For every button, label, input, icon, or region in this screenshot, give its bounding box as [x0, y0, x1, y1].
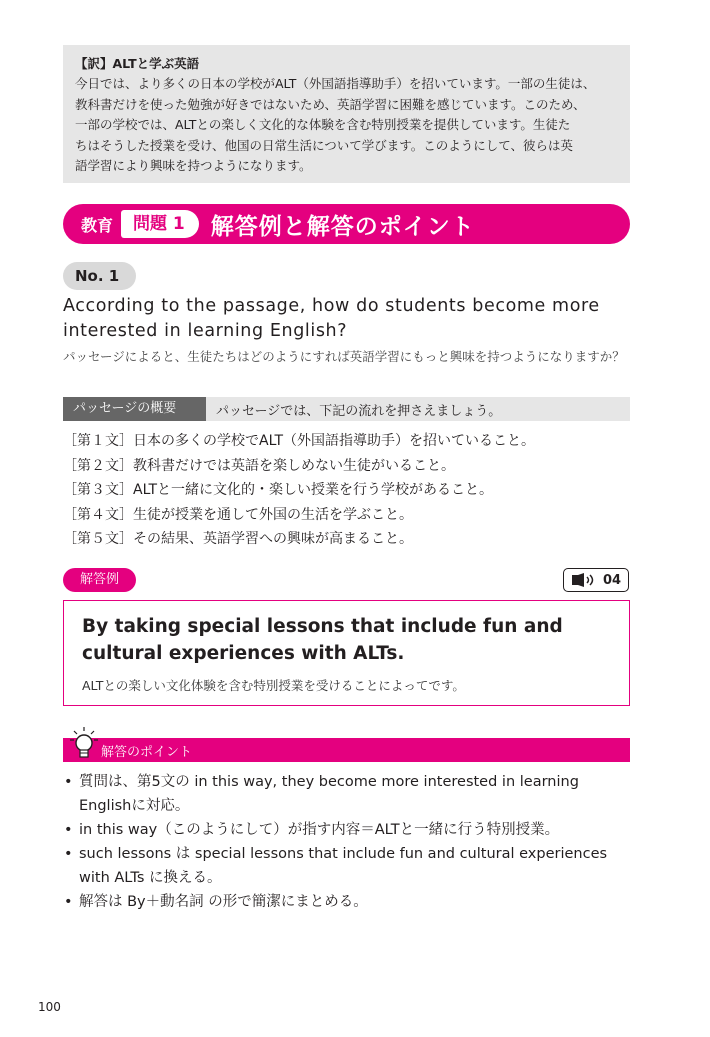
summary-label: パッセージの概要 [63, 397, 206, 421]
list-item: • such lessons は special lessons that include fun and cultural experiences with ALTs に換える。 [63, 842, 630, 890]
list-item: • 解答は By＋動名詞 の形で簡潔にまとめる。 [63, 890, 630, 914]
section-title: 解答例と解答のポイント [210, 213, 475, 240]
question-english: According to the passage, how do students become more interested in learning English? [63, 296, 600, 341]
answer-label: 解答例 [63, 568, 136, 592]
answer-english: By taking special lessons that include fun and cultural experiences with ALTs. [82, 616, 563, 664]
list-item: • in this way（このようにして）が指す内容＝ALTと一緒に行う特別授業。 [63, 818, 630, 842]
points-title: 解答のポイント [101, 744, 193, 760]
question-japanese: パッセージによると、生徒たちはどのようにすれば英語学習にもっと興味を持つようになりますか？ [63, 349, 625, 364]
answer-box [63, 600, 630, 706]
translation-line: 今日では、より多くの日本の学校がALT（外国語指導助手）を招いています。一部の生徒は、 [75, 76, 596, 91]
points-list [63, 770, 630, 914]
points-bar [63, 738, 630, 762]
translation-line: 一部の学校では、ALTとの楽しく文化的な体験を含む特別授業を提供しています。生徒た [75, 117, 571, 132]
translation-title: 【訳】ALTと学ぶ英語 [75, 56, 200, 71]
lightbulb-icon [68, 726, 100, 762]
translation-line: 教科書だけを使った勉強が好きではないため、英語学習に困難を感じています。このため、 [75, 96, 586, 112]
question-number-badge: No. 1 [63, 262, 136, 290]
problem-number: 問題 1 [121, 210, 199, 238]
list-item: • 質問は、第5文の in this way, they become more interested in learning Englishに対応。 [63, 770, 630, 818]
translation-line: 語学習により興味を持つようになります。 [75, 158, 312, 173]
list-item: ［第１文］日本の多くの学校でALT（外国語指導助手）を招いていること。 [63, 433, 535, 449]
list-item: ［第２文］教科書だけでは英語を楽しめない生徒がいること。 [63, 457, 455, 474]
speaker-icon [571, 573, 599, 587]
list-item: ［第５文］その結果、英語学習への興味が高まること。 [63, 531, 413, 547]
audio-track-number: 04 [602, 572, 622, 588]
section-header [63, 204, 630, 244]
category-label: 教育 [81, 215, 114, 235]
sentence-list [63, 429, 630, 552]
audio-track-badge[interactable] [563, 568, 629, 592]
summary-text: パッセージでは、下記の流れを押さえましょう。 [216, 403, 502, 419]
translation-box [63, 45, 630, 183]
answer-japanese: ALTとの楽しい文化体験を含む特別授業を受けることによってです。 [82, 678, 465, 693]
list-item: ［第３文］ALTと一緒に文化的・楽しい授業を行う学校があること。 [63, 482, 493, 498]
page-number: 100 [38, 1000, 61, 1014]
translation-line: ちはそうした授業を受け、他国の日常生活について学びます。このようにして、彼らは英 [75, 137, 574, 153]
list-item: ［第４文］生徒が授業を通して外国の生活を学ぶこと。 [63, 506, 413, 523]
passage-summary-bar [63, 397, 630, 421]
